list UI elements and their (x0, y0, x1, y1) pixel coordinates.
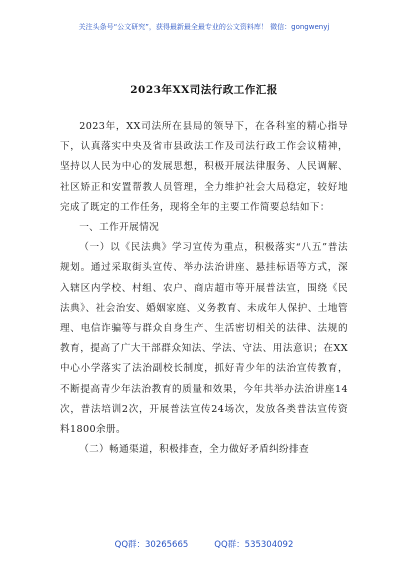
paragraph-intro: 2023年，XX司法所在县局的领导下，在各科室的精心指导下，认真落实中央及省市县政法工作及司法行政工作会议精神，坚持以人民为中心的发展思想，积极开展法律服务、人民调解、社区矫正和安置帮教人员管理，全力维护社会大局稳定，较好地完成了既定的工作任务，现将全年的主要工作简要总结如下： (60, 121, 348, 213)
document-title: 2023年XX司法行政工作汇报 (130, 84, 278, 96)
paragraph-item-1: （一）以《民法典》学习宣传为重点，积极落实“八五”普法规划。通过采取街头宣传、举办法治讲座、悬挂标语等方式，深入辖区内学校、村组、农户、商店超市等开展普法宣，围绕《民法典》、社会治安、婚姻家庭、义务教育、未成年人保护、土地管理、电信诈骗等与群众自身生产、生活密切相关的法律、法规的教育，提高了广大干部群众知法、学法、守法、用法意识；在XX中心小学落实了法治副校长制度，抓好青少年的法治宣传教育，不断提高青少年法治教育的质量和效果，今年共举办法治讲座14次，普法培训2次，开展普法宣传24场次，发放各类普法宣传资料1800余册。 (60, 242, 348, 436)
footer-qq-groups (0, 538, 408, 550)
header-notice: 关注头条号“公文研究”，获得最新最全最专业的公文资料库！ 微信：gongwenyj (78, 23, 330, 31)
document-body (60, 117, 348, 460)
paragraph-item-2: （二）畅通渠道，积极排查，全力做好矛盾纠纷排查 (79, 444, 310, 456)
section-heading: 一、工作开展情况 (79, 222, 160, 234)
qq-group-2: QQ群：535304092 (214, 540, 294, 550)
qq-group-1: QQ群：30265665 (114, 540, 189, 550)
